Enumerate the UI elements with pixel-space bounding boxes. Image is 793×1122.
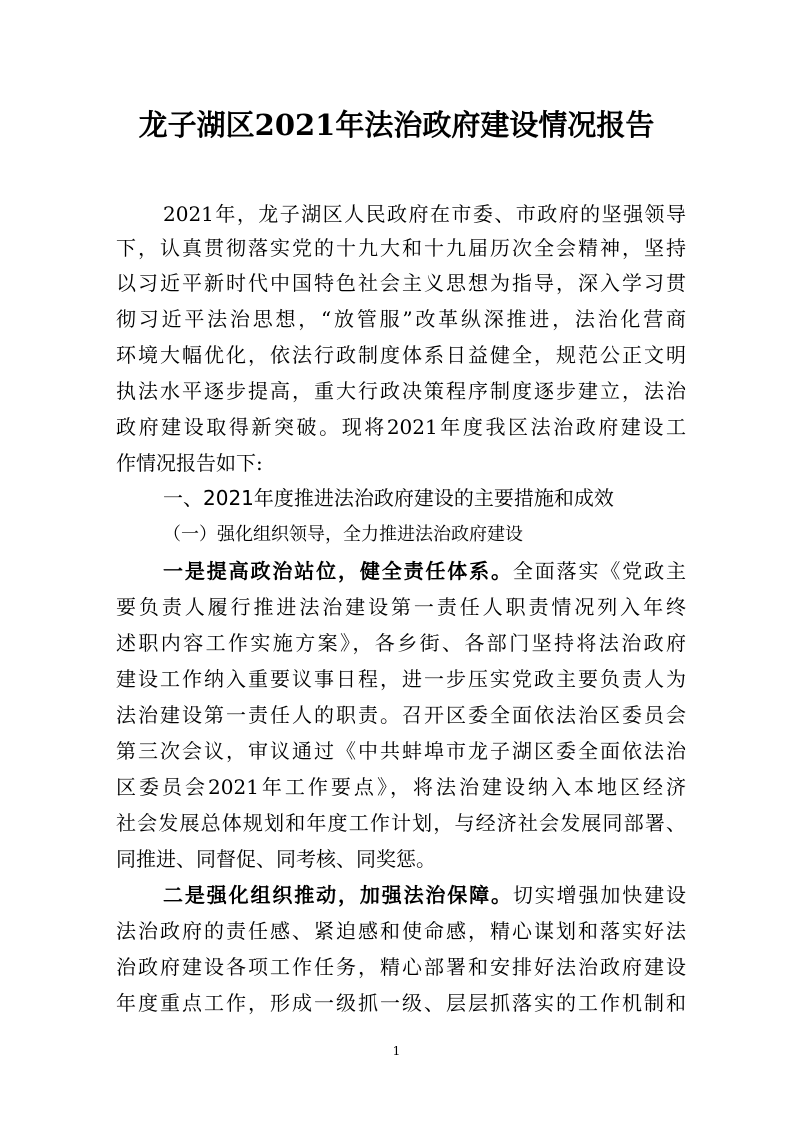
paragraph-line: 社会发展总体规划和年度工作计划，与经济社会发展同部署、 bbox=[116, 811, 686, 835]
paragraph-lead: 二是强化组织推动，加强法治保障。 bbox=[163, 883, 513, 907]
paragraph-text: 切实增强加快建设 bbox=[512, 883, 686, 907]
intro-line: 执法水平逐步提高，重大行政决策程序制度逐步建立，法治 bbox=[116, 379, 686, 403]
paragraph-line bbox=[163, 878, 686, 912]
intro-line: 下，认真贯彻落实党的十九大和十九届历次全会精神，坚持 bbox=[116, 236, 686, 260]
paragraph-line: 述职内容工作实施方案》，各乡街、各部门坚持将法治政府 bbox=[116, 631, 686, 655]
intro-line: 彻习近平法治思想，“放管服”改革纵深推进，法治化营商 bbox=[116, 307, 686, 331]
paragraph-line: 法治政府的责任感、紧迫感和使命感，精心谋划和落实好法 bbox=[116, 919, 686, 943]
paragraph-line bbox=[163, 554, 686, 588]
paragraph-text: 全面落实《党政主 bbox=[512, 559, 686, 583]
intro-line: 环境大幅优化，依法行政制度体系日益健全，规范公正文明 bbox=[116, 343, 686, 367]
paragraph-line: 法治建设第一责任人的职责。召开区委全面依法治区委员会 bbox=[116, 703, 686, 727]
paragraph-line: 治政府建设各项工作任务，精心部署和安排好法治政府建设 bbox=[116, 955, 686, 979]
subsection-heading: （一）强化组织领导，全力推进法治政府建设 bbox=[163, 524, 523, 545]
section-heading: 一、2021年度推进法治政府建设的主要措施和成效 bbox=[163, 486, 614, 510]
paragraph-line: 建设工作纳入重要议事日程，进一步压实党政主要负责人为 bbox=[116, 667, 686, 691]
paragraph-line: 区委员会2021年工作要点》，将法治建设纳入本地区经济 bbox=[116, 775, 686, 799]
intro-line: 政府建设取得新突破。现将2021年度我区法治政府建设工 bbox=[116, 415, 686, 439]
intro-line: 作情况报告如下: bbox=[116, 451, 263, 475]
paragraph-line: 同推进、同督促、同考核、同奖惩。 bbox=[116, 847, 436, 871]
paragraph-line: 年度重点工作，形成一级抓一级、层层抓落实的工作机制和 bbox=[116, 991, 686, 1015]
intro-line: 以习近平新时代中国特色社会主义思想为指导，深入学习贯 bbox=[116, 271, 686, 295]
paragraph-lead: 一是提高政治站位，健全责任体系。 bbox=[163, 559, 513, 583]
paragraph-line: 要负责人履行推进法治建设第一责任人职责情况列入年终 bbox=[116, 595, 686, 619]
paragraph-line: 第三次会议，审议通过《中共蚌埠市龙子湖区委全面依法治 bbox=[116, 739, 686, 763]
page-number: 1 bbox=[392, 1044, 401, 1058]
document-title: 龙子湖区2021年法治政府建设情况报告 bbox=[138, 108, 655, 142]
intro-line: 2021年，龙子湖区人民政府在市委、市政府的坚强领导 bbox=[163, 202, 686, 226]
